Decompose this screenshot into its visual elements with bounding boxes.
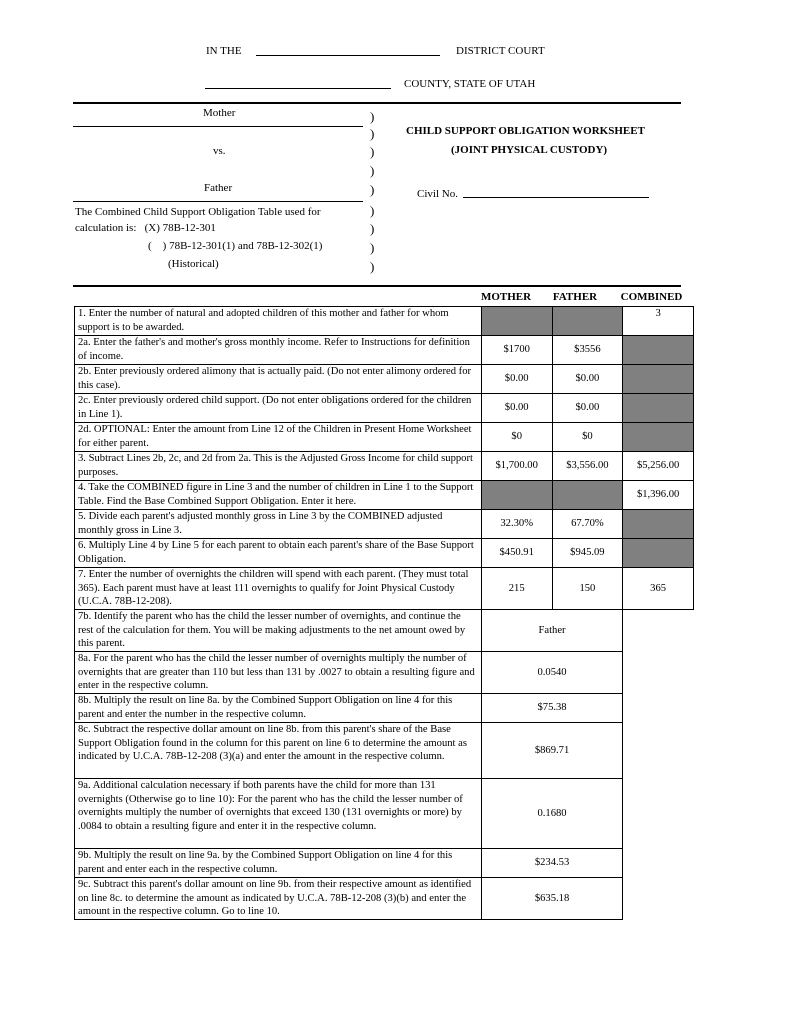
mother-value[interactable]: $0 bbox=[481, 423, 552, 452]
combined-value: $5,256.00 bbox=[623, 452, 694, 481]
paren-mark: ) bbox=[370, 259, 375, 274]
row-description: 1. Enter the number of natural and adopted children of this mother and father for whom support is to be awarded. bbox=[75, 307, 482, 336]
mother-value bbox=[481, 307, 552, 336]
combined-value[interactable]: 3 bbox=[623, 307, 694, 336]
father-name-field[interactable] bbox=[73, 201, 363, 202]
father-value bbox=[552, 307, 623, 336]
father-value: $3,556.00 bbox=[552, 452, 623, 481]
paren-mark: ) bbox=[370, 163, 375, 178]
table-row bbox=[75, 452, 694, 481]
table-note-line-4: (Historical) bbox=[168, 258, 219, 270]
caption-divider-bottom bbox=[73, 285, 681, 287]
table-row bbox=[75, 568, 694, 610]
worksheet-subtitle: (JOINT PHYSICAL CUSTODY) bbox=[451, 144, 608, 156]
table-row bbox=[75, 394, 694, 423]
line-8b-value: $75.38 bbox=[481, 694, 622, 723]
versus-label: vs. bbox=[213, 145, 226, 157]
father-value bbox=[552, 481, 623, 510]
column-header-mother: MOTHER bbox=[480, 291, 532, 303]
table-row bbox=[75, 365, 694, 394]
father-value[interactable]: $0.00 bbox=[552, 365, 623, 394]
father-value: $945.09 bbox=[552, 539, 623, 568]
row-description: 9b. Multiply the result on line 9a. by the Combined Support Obligation on line 4 for this parent and enter each in the respective column. bbox=[75, 849, 482, 878]
civil-no-label: Civil No. bbox=[417, 188, 458, 200]
combined-value bbox=[623, 394, 694, 423]
row-description: 2d. OPTIONAL: Enter the amount from Line 12 of the Children in Present Home Worksheet for either parent. bbox=[75, 423, 482, 452]
mother-value[interactable]: $0.00 bbox=[481, 394, 552, 423]
paren-mark: ) bbox=[370, 203, 375, 218]
row-description: 5. Divide each parent's adjusted monthly gross in Line 3 by the COMBINED adjusted monthly gross in Line 3. bbox=[75, 510, 482, 539]
caption-divider-top bbox=[73, 102, 681, 104]
father-value[interactable]: 150 bbox=[552, 568, 623, 610]
row-description: 8a. For the parent who has the child the lesser number of overnights multiply the number of overnights that are greater than 110 but less than 131 by .0027 to obtain a resulting figure and enter in the respective column. bbox=[75, 652, 482, 694]
table-note-line-2: calculation is: (X) 78B-12-301 bbox=[75, 222, 216, 234]
paren-mark: ) bbox=[370, 221, 375, 236]
column-header-father: FATHER bbox=[552, 291, 598, 303]
row-description: 2a. Enter the father's and mother's gross monthly income. Refer to Instructions for definition of income. bbox=[75, 336, 482, 365]
father-value[interactable]: $0.00 bbox=[552, 394, 623, 423]
civil-no-field[interactable] bbox=[463, 197, 649, 198]
paren-mark: ) bbox=[370, 144, 375, 159]
table-row bbox=[75, 610, 694, 652]
row-description: 9c. Subtract this parent's dollar amount on line 9b. from their respective amount as identified on line 8c. to determine the amount as indicated by U.C.A. 78B-12-208 (3)(b) and enter the amount in the respective column. Go to line 10. bbox=[75, 878, 482, 920]
mother-value[interactable]: $1700 bbox=[481, 336, 552, 365]
row-description: 6. Multiply Line 4 by Line 5 for each parent to obtain each parent's share of the Base Support Obligation. bbox=[75, 539, 482, 568]
line-9c-value: $635.18 bbox=[481, 878, 622, 920]
row-description: 4. Take the COMBINED figure in Line 3 and the number of children in Line 1 to the Support Table. Find the Base Combined Support Obligation. Enter it here. bbox=[75, 481, 482, 510]
row-description: 3. Subtract Lines 2b, 2c, and 2d from 2a. This is the Adjusted Gross Income for child support purposes. bbox=[75, 452, 482, 481]
paren-mark: ) bbox=[370, 126, 375, 141]
father-value[interactable]: $3556 bbox=[552, 336, 623, 365]
table-row bbox=[75, 510, 694, 539]
combined-value: 365 bbox=[623, 568, 694, 610]
table-row bbox=[75, 652, 694, 694]
county-name-field[interactable] bbox=[205, 88, 391, 89]
combined-value bbox=[623, 336, 694, 365]
worksheet-title: CHILD SUPPORT OBLIGATION WORKSHEET bbox=[406, 125, 645, 137]
table-row bbox=[75, 723, 694, 779]
mother-name-field[interactable] bbox=[73, 126, 363, 127]
combined-value bbox=[623, 510, 694, 539]
paren-mark: ) bbox=[370, 182, 375, 197]
combined-value bbox=[623, 365, 694, 394]
row-description: 9a. Additional calculation necessary if both parents have the child for more than 131 overnights (Otherwise go to line 10): For the parent who has the child the lesser number of overnights multiply the number of overnights that exceed 130 (131 overnights or more) by .0084 to obtain a resulting figure and enter it in the respective column. bbox=[75, 779, 482, 849]
combined-value bbox=[623, 423, 694, 452]
line-8a-value: 0.0540 bbox=[481, 652, 622, 694]
mother-value[interactable]: 215 bbox=[481, 568, 552, 610]
line-9b-value: $234.53 bbox=[481, 849, 622, 878]
combined-value bbox=[623, 539, 694, 568]
combined-value[interactable]: $1,396.00 bbox=[623, 481, 694, 510]
table-row bbox=[75, 849, 694, 878]
line-8c-value: $869.71 bbox=[481, 723, 622, 779]
row-description: 7. Enter the number of overnights the children will spend with each parent. (They must total 365). Each parent must have at least 111 overnights to qualify for Joint Physical Custody (U.C.A. 78B-12-208). bbox=[75, 568, 482, 610]
line-9a-value: 0.1680 bbox=[481, 779, 622, 849]
father-value[interactable]: $0 bbox=[552, 423, 623, 452]
table-row bbox=[75, 539, 694, 568]
court-name-field[interactable] bbox=[256, 55, 440, 56]
mother-value[interactable]: $0.00 bbox=[481, 365, 552, 394]
table-note-line-1: The Combined Child Support Obligation Table used for bbox=[75, 206, 321, 218]
table-row bbox=[75, 694, 694, 723]
paren-mark: ) bbox=[370, 109, 375, 124]
selected-parent-value[interactable]: Father bbox=[481, 610, 622, 652]
row-description: 2c. Enter previously ordered child support. (Do not enter obligations ordered for the children in Line 1). bbox=[75, 394, 482, 423]
father-value: 67.70% bbox=[552, 510, 623, 539]
mother-value bbox=[481, 481, 552, 510]
table-row bbox=[75, 336, 694, 365]
row-description: 8b. Multiply the result on line 8a. by the Combined Support Obligation on line 4 for this parent and enter the number in the respective column. bbox=[75, 694, 482, 723]
mother-value: $450.91 bbox=[481, 539, 552, 568]
worksheet-table bbox=[74, 306, 694, 920]
caption-county-state: COUNTY, STATE OF UTAH bbox=[404, 78, 536, 90]
row-description: 7b. Identify the parent who has the child the lesser number of overnights, and continue the rest of the calculation for them. You will be making adjustments to the net amount owed by this parent. bbox=[75, 610, 482, 652]
caption-in-the: IN THE bbox=[206, 45, 242, 57]
table-row bbox=[75, 779, 694, 849]
table-row bbox=[75, 423, 694, 452]
mother-label: Mother bbox=[203, 107, 236, 119]
mother-value: $1,700.00 bbox=[481, 452, 552, 481]
table-row bbox=[75, 878, 694, 920]
mother-value: 32.30% bbox=[481, 510, 552, 539]
row-description: 2b. Enter previously ordered alimony that is actually paid. (Do not enter alimony ordered for this case). bbox=[75, 365, 482, 394]
table-row bbox=[75, 481, 694, 510]
caption-district-court: DISTRICT COURT bbox=[456, 45, 545, 57]
column-header-combined: COMBINED bbox=[620, 291, 683, 303]
paren-mark: ) bbox=[370, 240, 375, 255]
table-note-line-3: ( ) 78B-12-301(1) and 78B-12-302(1) bbox=[148, 240, 323, 252]
father-label: Father bbox=[204, 182, 233, 194]
row-description: 8c. Subtract the respective dollar amount on line 8b. from this parent's share of the Base Support Obligation found in the column for this parent on line 6 to determine the amount as indicated by U.C.A. 78B-12-208 (3)(a) and enter the amount in the respective column. bbox=[75, 723, 482, 779]
table-row bbox=[75, 307, 694, 336]
